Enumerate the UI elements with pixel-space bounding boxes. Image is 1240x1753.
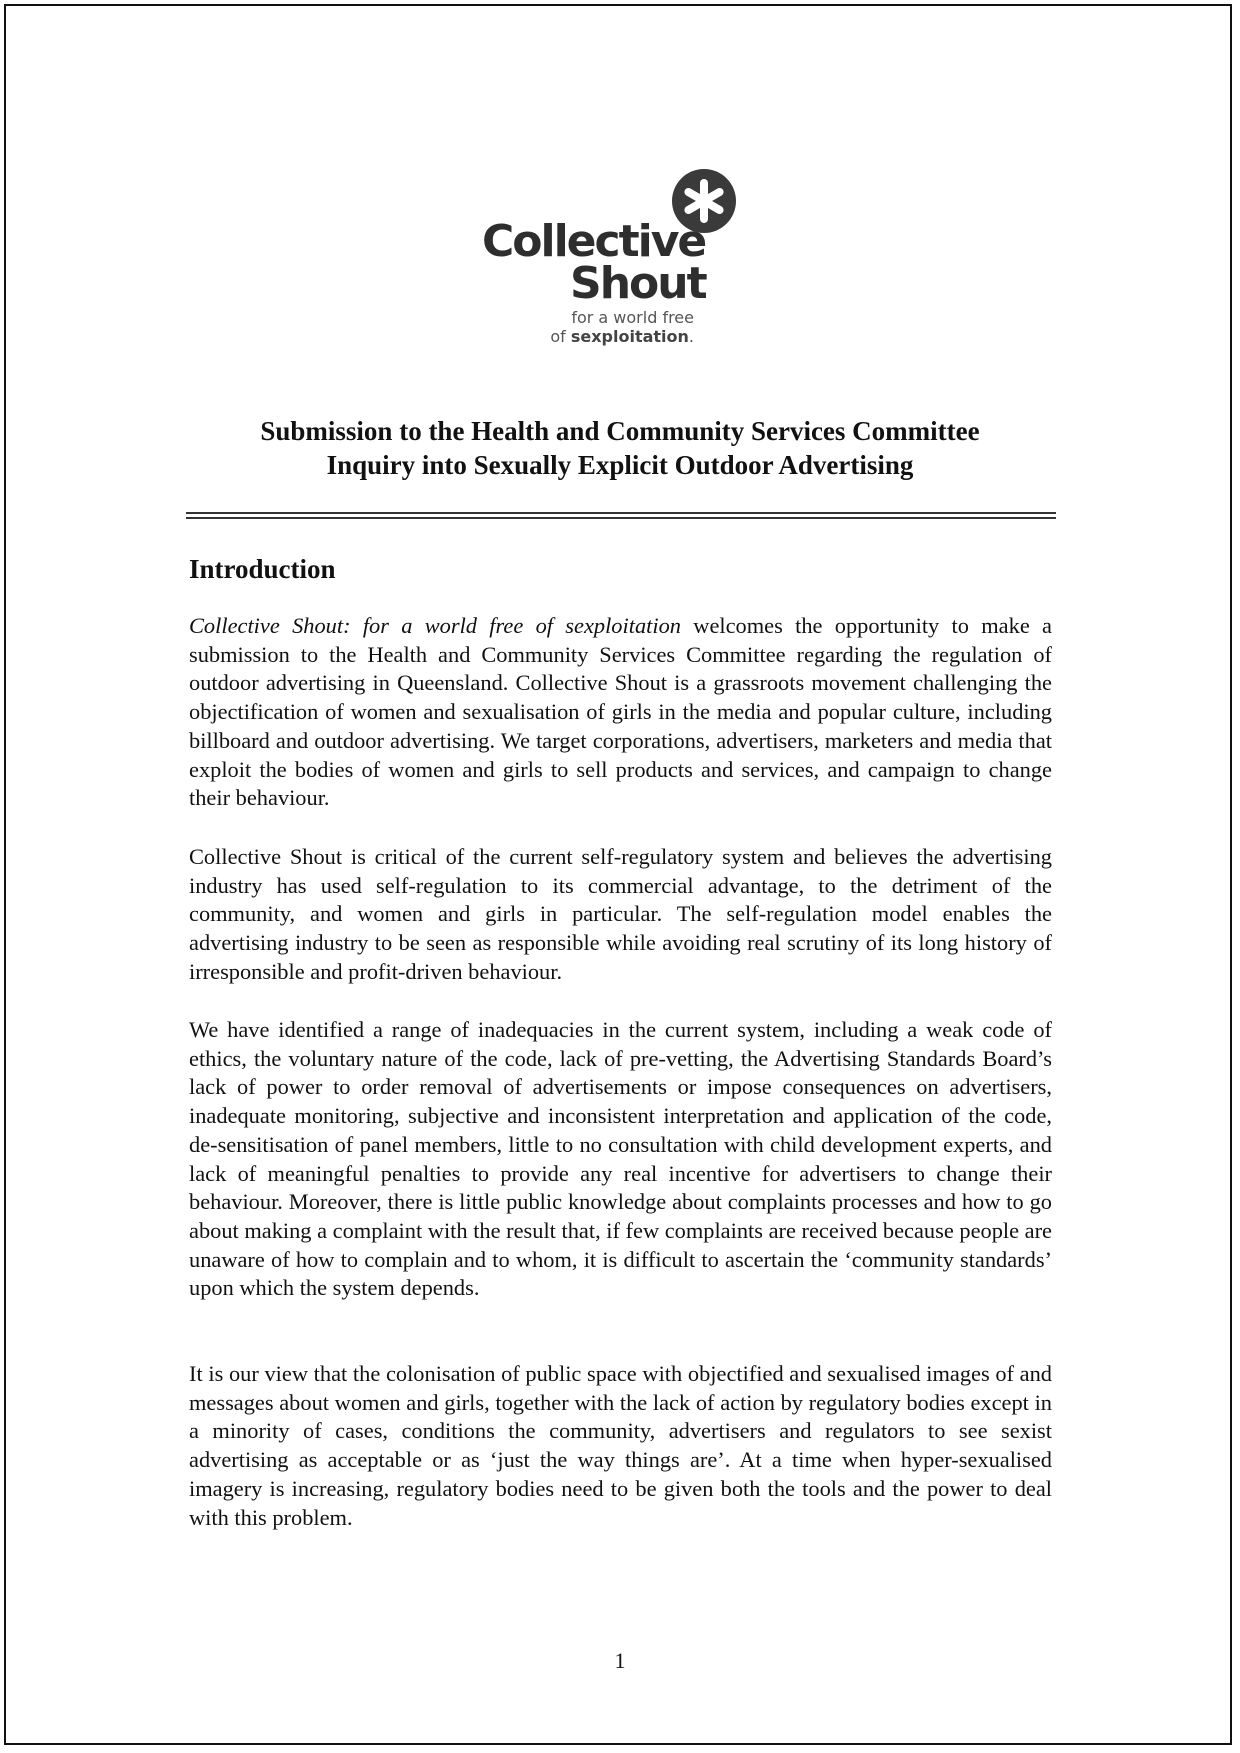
title-line-1: Submission to the Health and Community Services Committee xyxy=(260,416,980,446)
logo-tagline-prefix: of xyxy=(550,327,571,346)
logo-word-shout: Shout xyxy=(570,258,706,309)
logo-tagline xyxy=(550,308,694,346)
section-heading-introduction: Introduction xyxy=(189,554,336,584)
document-title xyxy=(170,414,1070,482)
logo-word-collective: Collective xyxy=(482,216,706,267)
logo-tagline-emphasis: sexploitation xyxy=(570,327,689,346)
paragraph-2: Collective Shout is critical of the current self-regulatory system and believes the advertising industry has used self-regulation to its commercial advantage, to the detriment of the community, and women and girls in particular. The self-regulation model enables the advertising industry to be seen as responsible while avoiding real scrutiny of its long history of irresponsible and profit-driven behaviour. xyxy=(189,844,1052,984)
collective-shout-logo xyxy=(478,162,778,352)
logo-tagline-suffix: . xyxy=(688,327,694,346)
paragraph-1-text: welcomes the opportunity to make a submission to the Health and Community Services Committee regarding the regulation of outdoor advertising in Queensland. Collective Shout is a grassroots movement challenging the objectification of women and sexualisation of girls in the media and popular culture, including billboard and outdoor advertising. We target corporations, advertisers, marketers and media that exploit the bodies of women and girls to sell products and services, and campaign to change their behaviour. xyxy=(189,613,1052,811)
title-line-2: Inquiry into Sexually Explicit Outdoor Advertising xyxy=(326,450,914,480)
double-divider xyxy=(186,512,1056,519)
paragraph-1-italic-org-name: Collective Shout: for a world free of sexploitation xyxy=(189,613,681,638)
paragraph-1 xyxy=(189,612,1052,813)
logo-tagline-line2 xyxy=(550,327,694,346)
logo-tagline-line1: for a world free xyxy=(571,308,694,327)
page-number: 1 xyxy=(614,1648,626,1673)
paragraph-3: We have identified a range of inadequacies in the current system, including a weak code of ethics, the voluntary nature of the code, lack of pre-vetting, the Advertising Standards Board’s lack of power to order removal of advertisements or impose consequences on advertisers, inadequate monitoring, subjective and inconsistent interpretation and application of the code, de-sensitisation of panel members, little to no consultation with child development experts, and lack of meaningful penalties to provide any real incentive for advertisers to change their behaviour. Moreover, there is little public knowledge about complaints processes and how to go about making a complaint with the result that, if few complaints are received because people are unaware of how to complain and to whom, it is difficult to ascertain the ‘community standards’ upon which the system depends. xyxy=(189,1017,1052,1301)
paragraph-4: It is our view that the colonisation of public space with objectified and sexualised images of and messages about women and girls, together with the lack of action by regulatory bodies except in a minority of cases, conditions the community, advertisers and regulators to see sexist advertising as acceptable or as ‘just the way things are’. At a time when hyper-sexualised imagery is increasing, regulatory bodies need to be given both the tools and the power to deal with this problem. xyxy=(189,1361,1052,1530)
